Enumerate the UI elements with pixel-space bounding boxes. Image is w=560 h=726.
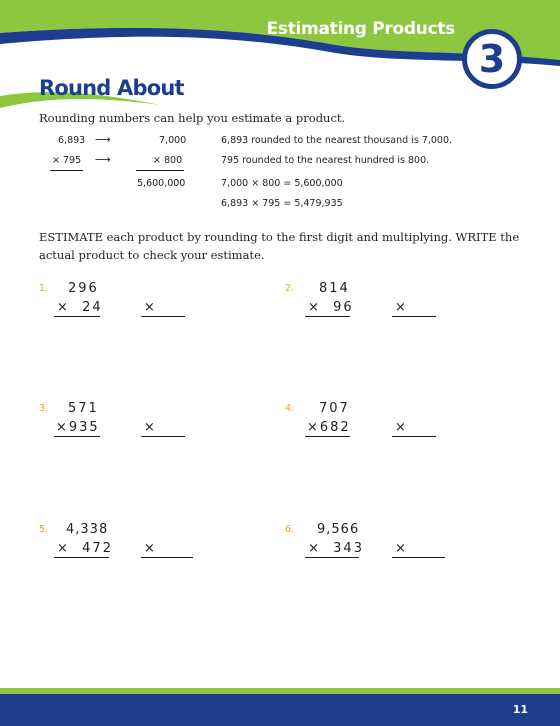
problem-bottom-factor: × 96: [308, 300, 354, 315]
estimate-rule: [392, 557, 445, 558]
problem-number: 3.: [39, 403, 49, 414]
answer-rule: [54, 557, 109, 558]
problem-bottom-factor: × 24: [57, 300, 103, 315]
example-original-bottom: × 795: [52, 155, 82, 166]
footer-bar: [0, 694, 560, 726]
example-explanation-4: 6,893 × 795 = 5,479,935: [221, 198, 343, 209]
problem-bottom-factor: ×935: [56, 420, 100, 435]
arrow-icon: ⟶: [95, 133, 111, 146]
problem-bottom-factor: ×682: [307, 420, 351, 435]
estimate-rule: [392, 436, 436, 437]
instructions-text: ESTIMATE each product by rounding to the first digit and multiplying. WRITE the actual product to check your estimate.: [39, 230, 520, 262]
estimate-rule: [141, 557, 193, 558]
estimate-times-sign: ×: [395, 300, 406, 315]
problem-top-factor: 571: [68, 401, 99, 416]
example-rounded-bottom: × 800: [153, 155, 183, 166]
example-explanation-2: 795 rounded to the nearest hundred is 800.: [221, 155, 430, 166]
arrow-icon: ⟶: [95, 153, 111, 166]
problem-top-factor: 814: [319, 281, 350, 296]
answer-rule: [54, 316, 100, 317]
example-original-top: 6,893: [58, 135, 86, 146]
estimate-times-sign: ×: [144, 541, 155, 556]
page-number: 11: [512, 703, 528, 716]
answer-rule: [305, 316, 350, 317]
answer-rule: [305, 436, 350, 437]
estimate-times-sign: ×: [144, 300, 155, 315]
estimate-times-sign: ×: [144, 420, 155, 435]
problem-number: 1.: [39, 283, 49, 294]
problem-bottom-factor: × 343: [308, 541, 364, 556]
estimate-times-sign: ×: [395, 541, 406, 556]
example-original-rule: [50, 170, 83, 171]
example-rounded-rule: [136, 170, 184, 171]
problem-number: 6.: [285, 524, 295, 535]
problem-number: 5.: [39, 524, 49, 535]
estimate-rule: [141, 436, 185, 437]
estimate-rule: [392, 316, 436, 317]
example-rounded-product: 5,600,000: [137, 178, 186, 189]
example-explanation-1: 6,893 rounded to the nearest thousand is 7,000.: [221, 135, 453, 146]
problem-top-factor: 296: [68, 281, 99, 296]
problem-number: 4.: [285, 403, 295, 414]
example-rounded-top: 7,000: [159, 135, 187, 146]
estimate-rule: [141, 316, 185, 317]
example-explanation-3: 7,000 × 800 = 5,600,000: [221, 178, 343, 189]
answer-rule: [54, 436, 100, 437]
answer-rule: [305, 557, 359, 558]
intro-text: Rounding numbers can help you estimate a product.: [39, 111, 346, 125]
problem-top-factor: 4,338: [66, 522, 109, 537]
section-title: Round About: [39, 76, 184, 100]
estimate-times-sign: ×: [395, 420, 406, 435]
chapter-title: Estimating Products: [266, 19, 455, 39]
chapter-number: 3: [478, 37, 506, 81]
problem-bottom-factor: × 472: [57, 541, 113, 556]
chapter-badge: [462, 29, 522, 89]
problem-top-factor: 707: [319, 401, 350, 416]
problem-top-factor: 9,566: [317, 522, 360, 537]
problem-number: 2.: [285, 283, 295, 294]
